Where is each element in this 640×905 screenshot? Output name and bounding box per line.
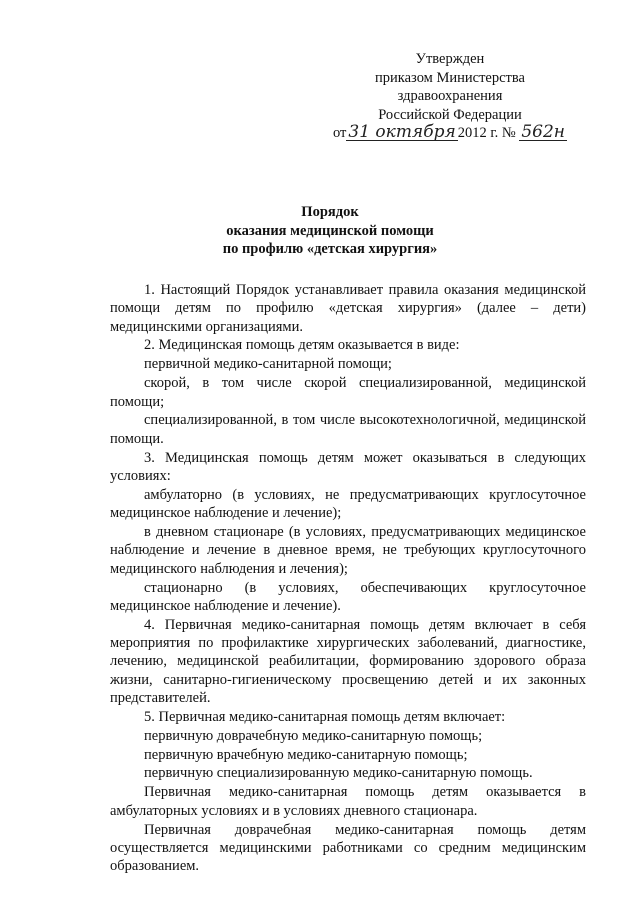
paragraph-11: 5. Первичная медико-санитарная помощь детям включает:: [144, 708, 506, 725]
paragraph-8: в дневном стационаре (в условиях, предусматривающих медицинское наблюдение и лечение в дневное время, не требующих круглосуточного медицинского наблюдения и лечения);: [110, 524, 586, 577]
paragraph-6: 3. Медицинская помощь детям может оказываться в следующих условиях:: [110, 449, 586, 484]
date-prefix: от: [332, 125, 347, 141]
paragraph-4: скорой, в том числе скорой специализированной, медицинской помощи;: [110, 375, 586, 410]
title-line-2: оказания медицинской помощи: [226, 222, 434, 239]
paragraph-15: Первичная медико-санитарная помощь детям оказывается в амбулаторных условиях и в условиях дневного стационара.: [110, 784, 586, 819]
approval-line-2: приказом Министерства: [375, 69, 525, 86]
document-body: [110, 281, 586, 875]
paragraph-3: первичной медико-санитарной помощи;: [144, 356, 392, 373]
title-line-1: Порядок: [301, 204, 359, 220]
year-text: 2012 г. №: [457, 125, 516, 141]
paragraph-10: 4. Первичная медико-санитарная помощь детям включает в себя мероприятия по профилактике хирургических заболеваний, диагностике, лечению, медицинской реабилитации, формированию здорового образа жизни, санитарно-гигиеническому просвещению детей и их законных представителей.: [110, 616, 586, 706]
approval-line-1: Утвержден: [415, 51, 485, 67]
document-title: [110, 203, 550, 259]
paragraph-7: амбулаторно (в условиях, не предусматривающих круглосуточное медицинское наблюдение и лечение);: [110, 486, 586, 522]
paragraph-1: 1. Настоящий Порядок устанавливает правила оказания медицинской помощи детям по профилю «детская хирургия» (далее – дети) медицинскими организациями.: [110, 282, 586, 335]
paragraph-2: 2. Медицинская помощь детям оказывается в виде:: [144, 337, 460, 354]
paragraph-12: первичную доврачебную медико-санитарную помощь;: [144, 727, 483, 744]
handwritten-number: 562н: [521, 122, 566, 142]
paragraph-5: специализированной, в том числе высокотехнологичной, медицинской помощи.: [110, 412, 586, 447]
handwritten-date: 31 октября: [348, 122, 456, 142]
paragraph-13: первичную врачебную медико-санитарную помощь;: [144, 746, 468, 763]
title-line-3: по профилю «детская хирургия»: [222, 241, 438, 257]
paragraph-9: стационарно (в условиях, обеспечивающих круглосуточное медицинское наблюдение и лечение).: [110, 579, 586, 614]
approval-line-4: Российской Федерации: [378, 106, 522, 123]
approval-date-line: [330, 124, 570, 143]
approval-line-3: здравоохранения: [397, 88, 503, 104]
paragraph-14: первичную специализированную медико-санитарную помощь.: [144, 765, 533, 782]
approval-stamp: [330, 50, 570, 143]
paragraph-16: Первичная доврачебная медико-санитарная помощь детям осуществляется медицинскими работниками со средним медицинским образованием.: [110, 821, 586, 875]
